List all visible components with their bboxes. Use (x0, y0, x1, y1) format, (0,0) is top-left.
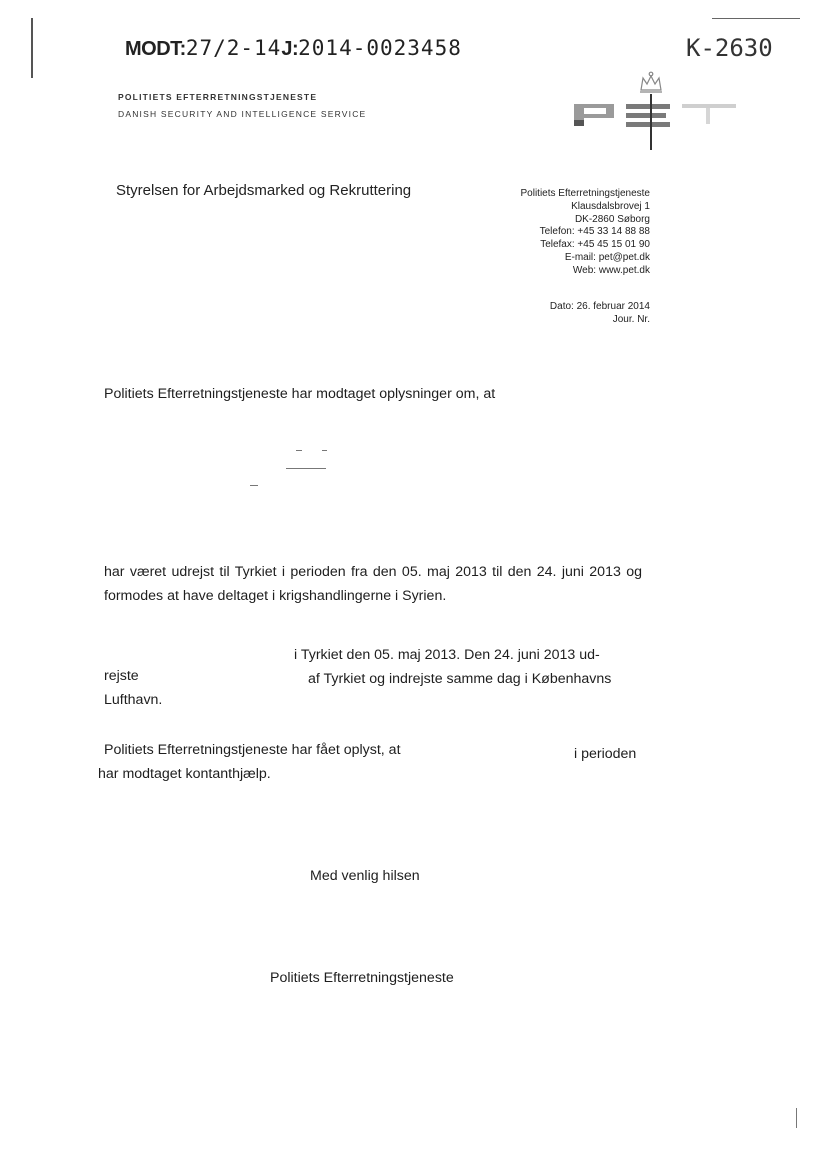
journal-number-field: Jour. Nr. (612, 314, 650, 325)
stamp-prefix: MODT: (125, 38, 186, 60)
pet-logo (566, 70, 741, 155)
letter-date: Dato: 26. februar 2014 (549, 301, 650, 312)
sender-web: Web: www.pet.dk (572, 264, 650, 276)
paragraph-travel: har været udrejst til Tyrkiet i perioden fra den 05. maj 2013 til den 24. juni 2013 og formodes at have deltaget i krigshandlingerne i Syrien. (104, 564, 642, 604)
date-block (550, 300, 650, 326)
handwritten-reference: K-2630 (686, 34, 773, 62)
scan-edge-mark (31, 18, 33, 78)
paragraph-entry-line3: Lufthavn. (104, 692, 163, 708)
paragraph-entry-line2a: rejste (104, 668, 139, 684)
paragraph-benefits-line2: har modtaget kontanthjælp. (98, 766, 271, 782)
receipt-stamp (125, 36, 462, 61)
paragraph-entry-line1: i Tyrkiet den 05. maj 2013. Den 24. juni 2013 ud- (294, 647, 600, 663)
sender-phone: Telefon: +45 33 14 88 88 (539, 226, 650, 238)
org-name-danish: POLITIETS EFTERRETNINGSTJENESTE (118, 92, 318, 102)
sender-fax: Telefax: +45 45 15 01 90 (540, 239, 650, 251)
paragraph-benefits-line1b: i perioden (574, 746, 637, 762)
paragraph-benefits-line1a: Politiets Efterretningstjeneste har fået oplyst, at (104, 742, 401, 758)
redaction-remnant (250, 485, 258, 486)
paragraph-entry-line2b: af Tyrkiet og indrejste samme dag i Københavns (308, 671, 612, 687)
paragraph-entry-exit (104, 643, 642, 715)
pet-logo-icon (566, 70, 741, 155)
journal-number: 2014-0023458 (298, 36, 462, 60)
scan-line (712, 18, 800, 19)
redaction-remnant (296, 450, 302, 451)
scan-edge-mark (796, 1108, 797, 1128)
closing-signature: Politiets Efterretningstjeneste (270, 970, 454, 986)
redaction-remnant (322, 450, 327, 451)
recipient-name: Styrelsen for Arbejdsmarked og Rekruttering (116, 182, 412, 199)
sender-name: Politiets Efterretningstjeneste (520, 188, 650, 199)
stamp-date-handwritten: 27/2-14 (185, 36, 282, 60)
sender-email: E-mail: pet@pet.dk (564, 251, 650, 263)
intro-paragraph: Politiets Efterretningstjeneste har modtaget oplysninger om, at (104, 386, 496, 402)
closing-greeting: Med venlig hilsen (310, 868, 420, 884)
sender-city: DK-2860 Søborg (574, 213, 650, 225)
journal-label: J: (281, 38, 299, 60)
org-name-english: DANISH SECURITY AND INTELLIGENCE SERVICE (118, 109, 367, 119)
paragraph-benefits (98, 738, 642, 786)
sender-street: Klausdalsbrovej 1 (571, 200, 650, 212)
redaction-remnant (286, 468, 326, 469)
sender-address (520, 188, 650, 278)
